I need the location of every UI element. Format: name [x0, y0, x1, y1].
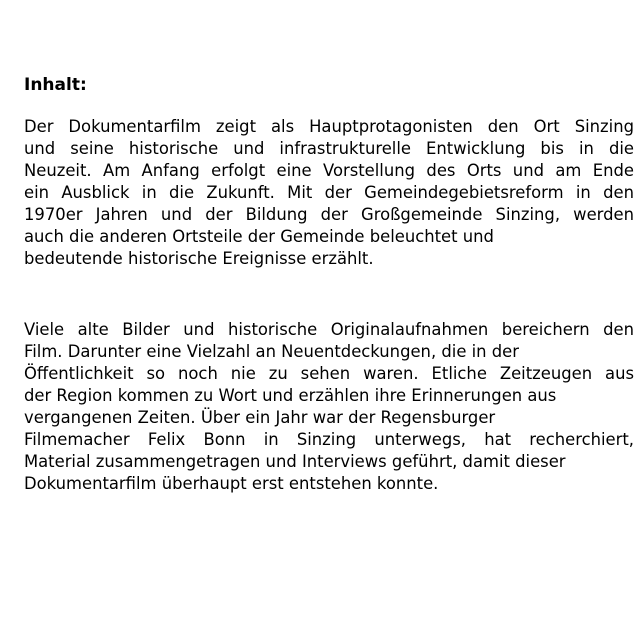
text-line: Dokumentarfilm überhaupt erst entstehen konnte. [24, 474, 439, 493]
text-line: Material zusammengetragen und Interviews geführt, damit dieser [24, 452, 566, 471]
text-line: Viele alte Bilder und historische Originalaufnahmen bereichern den [24, 320, 634, 339]
text-line: Filmemacher Felix Bonn in Sinzing unterwegs, hat recherchiert, [24, 430, 634, 449]
paragraph-film-content [24, 116, 634, 270]
text-line: vergangenen Zeiten. Über ein Jahr war der Regensburger [24, 408, 496, 427]
text-line: 1970er Jahren und der Bildung der Großgemeinde Sinzing, werden [24, 205, 634, 224]
paragraph-film-material [24, 319, 634, 495]
text-line: Öffentlichkeit so noch nie zu sehen waren. Etliche Zeitzeugen aus [24, 364, 634, 383]
text-line: und seine historische und infrastrukturelle Entwicklung bis in die [24, 139, 634, 158]
text-line: Film. Darunter eine Vielzahl an Neuentdeckungen, die in der [24, 342, 519, 361]
text-line: der Region kommen zu Wort und erzählen ihre Erinnerungen aus [24, 386, 557, 405]
text-line: auch die anderen Ortsteile der Gemeinde beleuchtet und [24, 227, 494, 246]
section-heading: Inhalt: [24, 75, 87, 95]
text-line: bedeutende historische Ereignisse erzählt. [24, 249, 374, 268]
text-line: Der Dokumentarfilm zeigt als Hauptprotagonisten den Ort Sinzing [24, 117, 634, 136]
text-line: Neuzeit. Am Anfang erfolgt eine Vorstellung des Orts und am Ende [24, 161, 634, 180]
text-line: ein Ausblick in die Zukunft. Mit der Gemeindegebietsreform in den [24, 183, 634, 202]
